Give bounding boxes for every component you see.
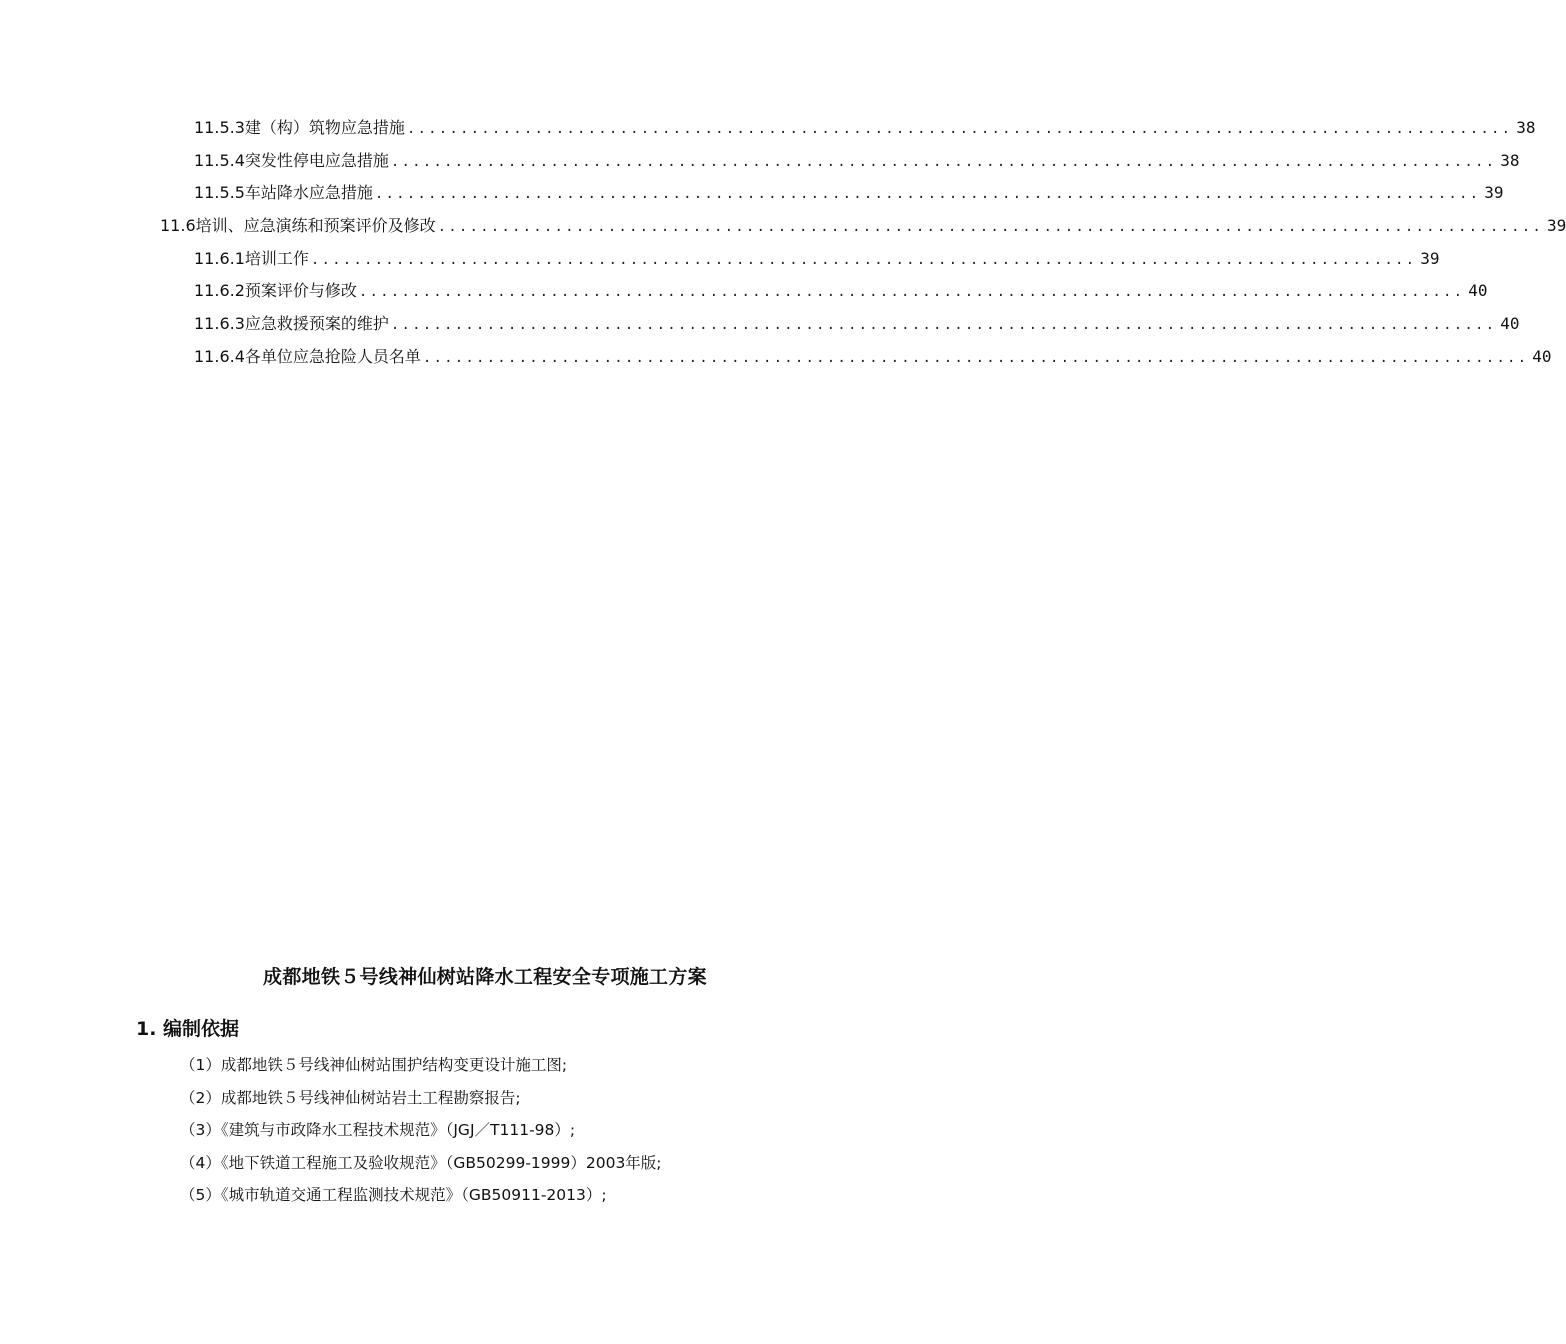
- toc-page-number: 40: [1468, 281, 1488, 301]
- toc-entry-label: 11.5.4突发性停电应急措施: [194, 150, 389, 170]
- toc-entry[interactable]: [0, 243, 1440, 276]
- toc-page-number: 38: [1516, 117, 1536, 137]
- toc-leader-dots: ........................................................................................................: [390, 316, 1497, 333]
- toc-leader-dots: ........................................................................................................: [406, 120, 1513, 137]
- section-heading: 1. 编制依据: [136, 1018, 240, 1040]
- toc-leader-dots: ........................................................................................................: [422, 349, 1529, 366]
- toc-leader-dots: ........................................................................................................: [358, 284, 1465, 301]
- toc-page-number: 39: [1420, 248, 1440, 268]
- reference-item: （5）《城市轨道交通工程监测技术规范》（GB50911-2013）;: [180, 1186, 607, 1205]
- table-of-contents: [0, 112, 1566, 374]
- toc-entry-label: 11.6培训、应急演练和预案评价及修改: [160, 215, 436, 235]
- toc-entry-label: 11.5.5车站降水应急措施: [194, 183, 373, 203]
- reference-item: （1）成都地铁５号线神仙树站围护结构变更设计施工图;: [180, 1056, 568, 1075]
- reference-item: （4）《地下铁道工程施工及验收规范》（GB50299-1999）2003年版;: [180, 1153, 662, 1172]
- toc-entry[interactable]: [0, 145, 1520, 178]
- reference-list: [180, 1048, 880, 1211]
- toc-page-number: 40: [1500, 313, 1520, 333]
- toc-entry[interactable]: [0, 210, 1566, 243]
- toc-entry[interactable]: [0, 112, 1536, 145]
- toc-page-number: 39: [1484, 183, 1504, 203]
- toc-entry-label: 11.5.3建（构）筑物应急措施: [194, 117, 405, 137]
- toc-leader-dots: ........................................................................................................: [310, 251, 1417, 268]
- reference-item: （3）《建筑与市政降水工程技术规范》（JGJ／T111-98）;: [180, 1121, 576, 1140]
- toc-leader-dots: ........................................................................................................: [437, 218, 1544, 235]
- toc-entry-label: 11.6.4各单位应急抢险人员名单: [194, 346, 421, 366]
- toc-page-number: 39: [1547, 215, 1566, 235]
- toc-entry[interactable]: [0, 308, 1520, 341]
- toc-entry[interactable]: [0, 341, 1552, 374]
- toc-entry-label: 11.6.2预案评价与修改: [194, 281, 357, 301]
- toc-page-number: 40: [1532, 346, 1552, 366]
- toc-entry-label: 11.6.3应急救援预案的维护: [194, 313, 389, 333]
- toc-leader-dots: ........................................................................................................: [374, 186, 1481, 203]
- document-title: 成都地铁５号线神仙树站降水工程安全专项施工方案: [263, 966, 707, 988]
- toc-entry-label: 11.6.1培训工作: [194, 248, 309, 268]
- toc-page-number: 38: [1500, 150, 1520, 170]
- toc-entry[interactable]: [0, 177, 1504, 210]
- toc-leader-dots: ........................................................................................................: [390, 153, 1497, 170]
- toc-entry[interactable]: [0, 275, 1488, 308]
- reference-item: （2）成都地铁５号线神仙树站岩土工程勘察报告;: [180, 1088, 521, 1107]
